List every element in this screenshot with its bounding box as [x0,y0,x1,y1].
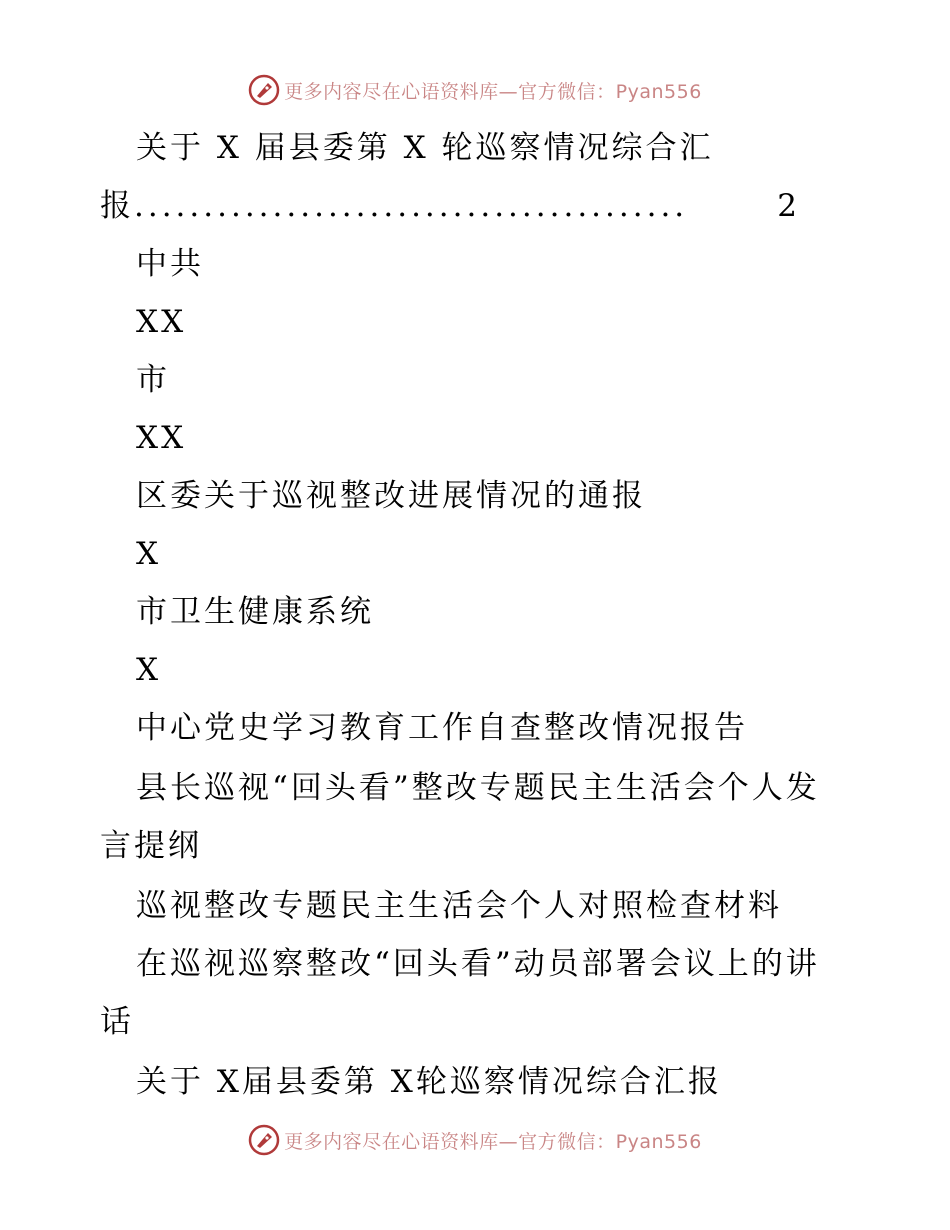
pen-nib-logo-icon [248,1124,280,1156]
text-line: XX [136,420,187,456]
watermark-text: 更多内容尽在心语资料库—官方微信：Pyan556 [284,1130,702,1153]
watermark-text: 更多内容尽在心语资料库—官方微信：Pyan556 [284,80,702,103]
toc-entry-line-1: 关于 X 届县委第 X 轮巡察情况综合汇 [136,130,714,166]
text-line: 市卫生健康系统 [136,594,374,630]
pen-nib-logo-icon [248,74,280,106]
text-line: 在巡视巡察整改“回头看”动员部署会议上的讲 [136,946,820,982]
text-line: 言提纲 [100,828,202,864]
toc-entry-leader-line [100,186,800,226]
text-line: XX [136,304,187,340]
text-line: 县长巡视“回头看”整改专题民主生活会个人发 [136,770,820,806]
text-line: 市 [136,362,170,398]
text-line: 区委关于巡视整改进展情况的通报 [136,478,646,514]
toc-dot-leader: ........................................ [134,188,689,224]
text-line: 巡视整改专题民主生活会个人对照检查材料 [136,888,782,924]
text-line: 关于 X届县委第 X轮巡察情况综合汇报 [136,1064,722,1100]
text-line: 中心党史学习教育工作自查整改情况报告 [136,710,748,746]
text-line: 中共 [136,246,204,282]
toc-page-number: 2 [777,188,800,224]
text-line: X [136,536,162,572]
text-line: X [136,652,162,688]
toc-entry-text: 报 [100,188,134,224]
text-line: 话 [100,1004,134,1040]
footer-watermark [0,1120,950,1160]
header-watermark [0,70,950,110]
